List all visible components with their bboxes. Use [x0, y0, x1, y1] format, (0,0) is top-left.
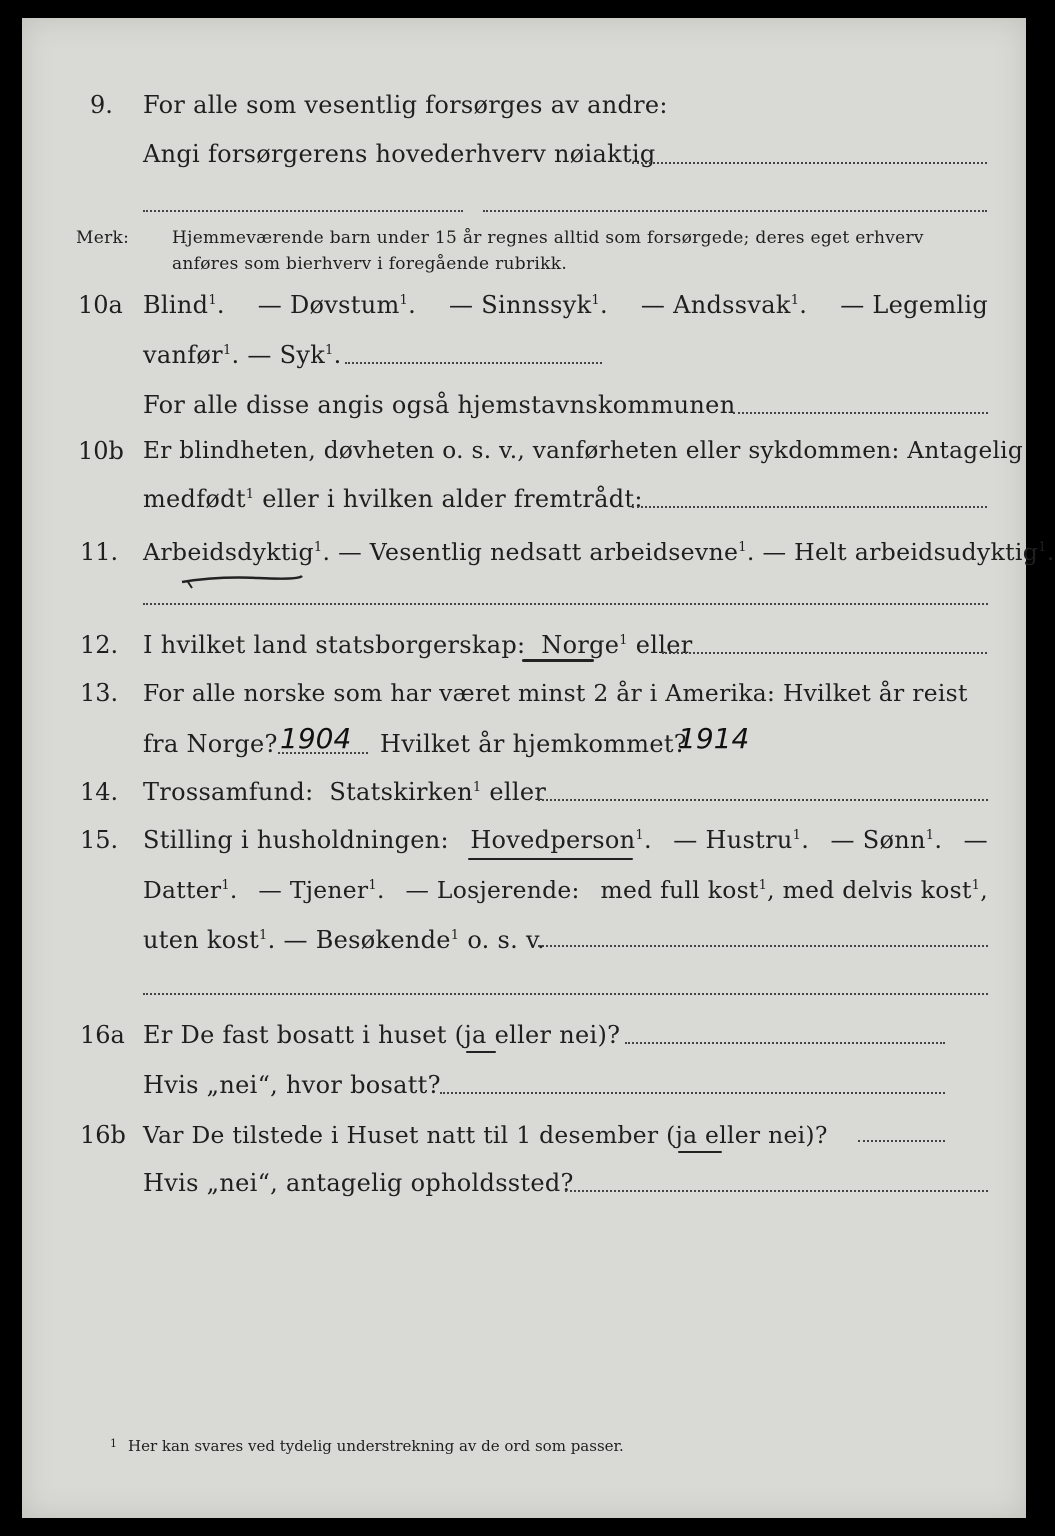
underline-norge-mark	[522, 659, 594, 662]
q13-label-reist: fra Norge?	[143, 730, 278, 758]
q10a-sinnssyk: — Sinnssyk$^1$.	[449, 291, 608, 319]
q10a-kommune-line	[733, 412, 988, 414]
q13-line-reist	[278, 752, 368, 754]
item-number-13: 13.	[80, 679, 119, 707]
item-number-16b: 16b	[80, 1121, 126, 1149]
q15-answer-line	[538, 945, 988, 947]
q14-statskirken: Statskirken	[329, 778, 473, 806]
item-number-12: 12.	[80, 631, 119, 659]
q15-line-2: Datter$^1$. — Tjener$^1$. — Losjerende: med full kost$^1$, med delvis kost$^1$,	[143, 876, 988, 904]
merk-label: Merk:	[76, 228, 130, 248]
q16a-line-1: Er De fast bosatt i huset (ja eller nei)?	[143, 1021, 621, 1049]
q9-answer-line-2a	[143, 210, 463, 212]
item-number-11: 11.	[80, 538, 119, 566]
q15-line-3: uten kost$^1$. — Besøkende$^1$ o. s. v.	[143, 926, 545, 954]
q9-line-1: For alle som vesentlig forsørges av andre:	[143, 91, 668, 119]
q13-label-hjemkommet: Hvilket år hjemkommet?	[380, 730, 687, 758]
q9-line-2: Angi forsørgerens hovederhverv nøiaktig	[143, 140, 656, 168]
item-number-14: 14.	[80, 778, 119, 806]
item-number-10b: 10b	[78, 437, 124, 465]
q15-line-1: Stilling i husholdningen: Hovedperson$^1$. — Hustru$^1$. — Sønn$^1$. —	[143, 826, 988, 854]
merk-line-1: Hjemmeværende barn under 15 år regnes alltid som forsørgede; deres eget erhverv	[172, 228, 924, 248]
q16b-line-2: Hvis „nei“, antagelig opholdssted?	[143, 1169, 574, 1197]
q10b-answer-line	[632, 506, 987, 508]
merk-line-2: anføres som bierhverv i foregående rubrikk.	[172, 254, 568, 274]
underline-hovedperson-mark	[468, 858, 633, 860]
q11-answer-line	[143, 603, 988, 605]
q10a-line-3: For alle disse angis også hjemstavnskommunen	[143, 391, 736, 419]
q16b-opholdssted-line	[565, 1190, 988, 1192]
underline-arbeidsdyktig-mark	[178, 568, 308, 592]
q15-answer-line-2	[143, 993, 988, 995]
q12-norge: Norge	[541, 631, 620, 659]
q16b-answer-line	[858, 1140, 945, 1142]
q15-hovedperson: Hovedperson$^1$.	[470, 826, 652, 854]
q10a-answer-line	[345, 362, 602, 364]
footnote-mark: 1	[110, 1437, 117, 1450]
footnote-text: Her kan svares ved tydelig understrekning av de ord som passer.	[128, 1437, 624, 1455]
q16a-bosatt-line	[440, 1092, 945, 1094]
item-number-10a: 10a	[78, 291, 123, 319]
q11-line: Arbeidsdyktig$^1$. — Vesentlig nedsatt arbeidsevne$^1$. — Helt arbeidsudyktig$^1$.	[143, 538, 1055, 566]
item-number-15: 15.	[80, 826, 119, 854]
q10a-line-1	[143, 290, 988, 320]
q10a-line-2: vanfør$^1$. — Syk$^1$.	[143, 341, 342, 369]
q16a-line-2: Hvis „nei“, hvor bosatt?	[143, 1071, 441, 1099]
item-number-9: 9.	[90, 91, 113, 119]
q16a-answer-line	[625, 1042, 945, 1044]
item-number-16a: 16a	[80, 1021, 125, 1049]
q11-arbeidsdyktig: Arbeidsdyktig	[143, 538, 314, 566]
q10a-andssvak: — Andssvak$^1$.	[640, 291, 808, 319]
q12-answer-line	[662, 652, 987, 654]
q10b-line-1: Er blindheten, døvheten o. s. v., vanførheten eller sykdommen: Antagelig	[143, 437, 1024, 464]
q13-line-1: For alle norske som har været minst 2 år i Amerika: Hvilket år reist	[143, 679, 968, 707]
q13-answer-reist: 1904	[280, 722, 352, 755]
q14-line: Trossamfund: Statskirken$^1$ eller	[143, 778, 547, 806]
q12-line: I hvilket land statsborgerskap: Norge$^1$ eller	[143, 631, 693, 659]
q9-answer-line	[632, 162, 987, 164]
underline-ja-16a-mark	[466, 1051, 496, 1053]
q13-answer-hjemkommet: 1914	[678, 722, 750, 755]
q10a-blind: Blind$^1$.	[143, 291, 225, 319]
q10a-legemlig: — Legemlig	[840, 291, 988, 319]
q10a-dovstum: — Døvstum$^1$.	[257, 291, 417, 319]
q10b-line-2: medfødt$^1$ eller i hvilken alder fremtrådt:	[143, 485, 643, 513]
underline-ja-16b-mark	[678, 1151, 722, 1153]
q14-answer-line	[538, 799, 988, 801]
q9-answer-line-2b	[483, 210, 987, 212]
q16b-line-1: Var De tilstede i Huset natt til 1 desember (ja eller nei)?	[143, 1121, 828, 1149]
